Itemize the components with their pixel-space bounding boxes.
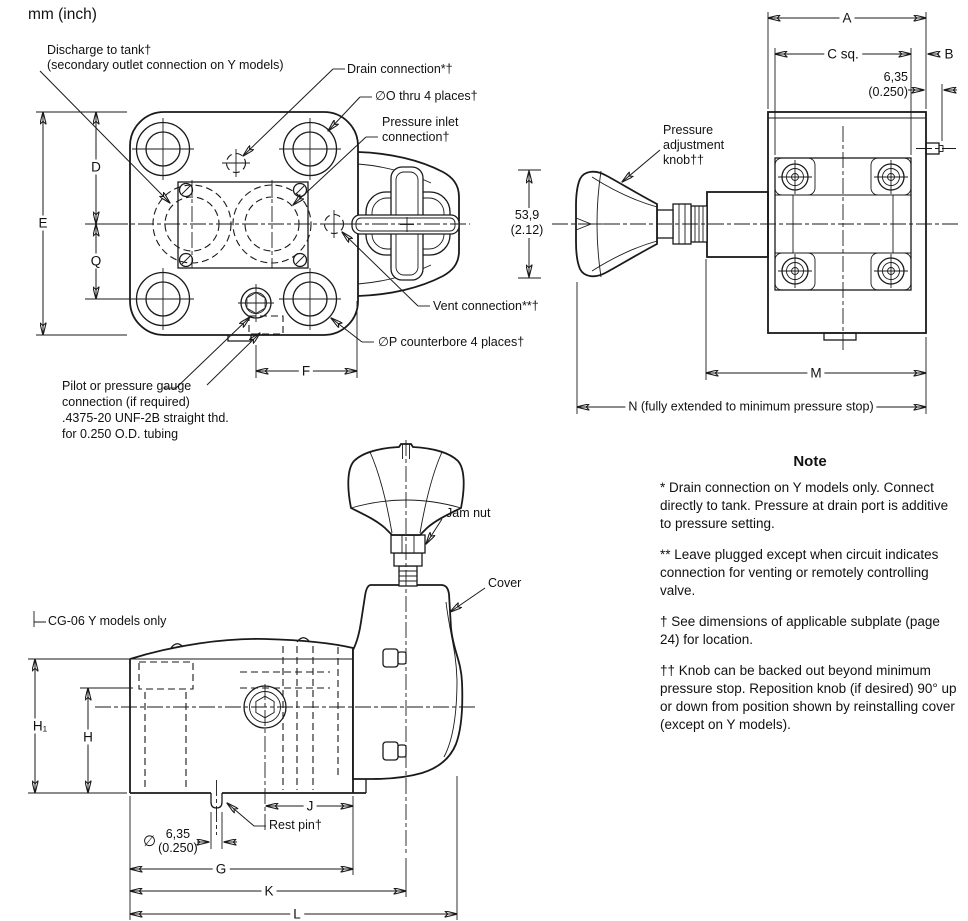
- units-label: mm (inch): [28, 6, 97, 23]
- plan-view-linework: [112, 112, 470, 341]
- callout-drain: Drain connection*†: [347, 62, 453, 76]
- callout-thru-holes: ∅O thru 4 places†: [375, 89, 478, 103]
- dim-knob-height-mm: 53,9: [514, 208, 540, 222]
- adjustment-housing: [707, 192, 768, 257]
- dim-label-b: B: [944, 46, 954, 62]
- dim-stub-mm: 6,35: [883, 70, 908, 84]
- callout-discharge-line1: Discharge to tank†: [47, 43, 152, 57]
- dim-pin-inch: (0.250): [158, 841, 198, 855]
- callout-jam-nut: Jam nut: [446, 506, 491, 520]
- callout-cg06: CG-06 Y models only: [48, 614, 167, 628]
- callout-pilot-line3: .4375-20 UNF-2B straight thd.: [62, 411, 229, 425]
- callout-counterbore: ∅P counterbore 4 places†: [378, 335, 525, 349]
- knob-end-view: [352, 167, 459, 280]
- dim-label-m: M: [807, 366, 824, 381]
- notes-section: [660, 453, 960, 747]
- callout-rest-pin: Rest pin†: [269, 818, 322, 832]
- dim-label-g: G: [213, 862, 230, 877]
- dim-label-d: D: [88, 160, 104, 175]
- callout-knob-line2: adjustment: [663, 138, 725, 152]
- dim-label-k: K: [261, 884, 276, 899]
- dim-label-stub: [854, 70, 908, 100]
- dim-label-knob-height: [508, 208, 547, 238]
- note-item-vent: ** Leave plugged except when circuit indicates connection for venting or remotely controlling valve.: [660, 547, 939, 598]
- dim-label-a: A: [839, 11, 854, 26]
- dim-label-q: Q: [88, 254, 105, 269]
- notes-heading: Note: [793, 453, 827, 470]
- dim-stub-inch: (0.250): [868, 85, 908, 99]
- gasket-plate: [178, 182, 308, 268]
- jam-nut: [391, 535, 425, 553]
- dim-pin-mm: 6,35: [165, 827, 191, 841]
- callout-inlet-line1: Pressure inlet: [382, 115, 459, 129]
- valve-body-side: [768, 112, 926, 333]
- callout-cover: Cover: [488, 576, 522, 590]
- note-item-drain: * Drain connection on Y models only. Connect directly to tank. Pressure at drain port is additive to pressure setting.: [660, 480, 949, 531]
- side-view-linework: [552, 112, 958, 350]
- callout-pilot-line1: Pilot or pressure gauge: [62, 379, 192, 393]
- diameter-symbol: ∅: [143, 832, 157, 850]
- dim-label-c-sq: C sq.: [824, 47, 862, 62]
- callout-pilot-line2: connection (if required): [62, 395, 190, 409]
- dim-label-l: L: [290, 907, 304, 921]
- front-view-linework: [28, 440, 478, 856]
- cover-front-outline: [353, 585, 462, 779]
- dim-label-pin: [143, 827, 198, 855]
- callout-knob-line1: Pressure: [663, 123, 714, 137]
- dim-label-e: E: [35, 216, 50, 231]
- callout-vent: Vent connection**†: [433, 299, 539, 313]
- callout-pilot-line4: for 0.250 O.D. tubing: [62, 427, 179, 441]
- dim-label-h: H: [80, 730, 96, 745]
- plan-view-dimensions: [36, 112, 357, 378]
- dim-label-n: N (fully extended to minimum pressure stop): [625, 400, 876, 415]
- dim-label-f: F: [299, 364, 313, 379]
- dim-label-h1: H₁: [30, 719, 50, 734]
- dim-label-j: J: [304, 799, 317, 814]
- callout-pressure-adjustment-knob: [663, 123, 724, 168]
- callout-discharge-line2: (secondary outlet connection on Y models): [47, 58, 284, 72]
- note-item-subplate: † See dimensions of applicable subplate (page 24) for location.: [660, 614, 940, 647]
- callout-knob-line3: knob††: [663, 153, 705, 167]
- dim-knob-height-inch: (2.12): [510, 223, 544, 237]
- valve-body-top: [130, 112, 358, 335]
- callout-inlet-line2: connection†: [382, 130, 450, 144]
- note-item-knob: †† Knob can be backed out beyond minimum pressure stop. Reposition knob (if desired) 90° up or down from position shown by reinstalling cover (except on Y models).: [660, 663, 957, 732]
